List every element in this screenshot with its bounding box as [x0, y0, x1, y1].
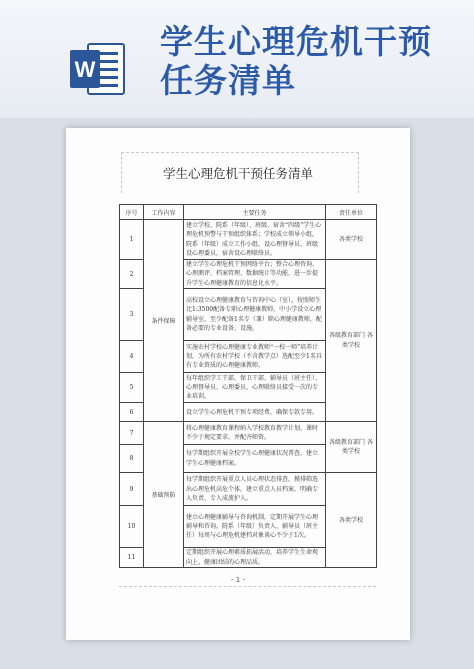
task-description: 每学期组织开展全校学生心理健康状况普查，建立学生心理健康档案。 — [184, 445, 326, 473]
work-category: 条件保障 — [144, 220, 184, 422]
task-description: 实施农村学校心理健康专业教师“一校一师”培养计划，为所有农村学校（不含教学点）选配至少1名具有专业资质的心理健康教师。 — [184, 341, 326, 373]
responsible-unit: 各类学校 — [326, 220, 377, 260]
row-number: 9 — [120, 473, 144, 506]
page-number: - 1 - — [231, 576, 245, 584]
row-number: 6 — [120, 403, 144, 422]
work-category: 基础预防 — [144, 422, 184, 568]
task-description: 每学期组织开展重点人员心理状态排查，摸排筛选出心理危机高危个体，建立重点人员档案，明确专人负责、专人成流护人。 — [184, 473, 326, 506]
task-table — [119, 204, 377, 568]
responsible-unit: 各级教育部门 各类学校 — [326, 422, 377, 473]
responsible-unit: 各级教育部门 各类学校 — [326, 260, 377, 422]
document-title: 学生心理危机干预任务清单 — [162, 166, 313, 181]
row-number: 3 — [120, 289, 144, 341]
task-description: 高校设立心理健康教育与咨询中心（室），按照师生比1:3500配备专职心理健康教师，中小学设立心理辅导室，至少配备1名专（兼）职心理健康教师，配备必要的专业设备、设施。 — [184, 289, 326, 341]
row-number: 1 — [120, 220, 144, 260]
table-row — [120, 220, 377, 260]
task-description: 建立心理健康辅导与咨询机制，定期开展学生心理辅导和咨询，院系（年级）负责人、辅导员（班主任）每周与心理危机建档对象谈心不少于1次。 — [184, 506, 326, 548]
column-header: 责任单位 — [326, 205, 377, 220]
row-number: 8 — [120, 445, 144, 473]
task-description: 将心理健康教育课程纳入学校教育教学计划，课时不少于规定要求，并配齐师资。 — [184, 422, 326, 445]
column-header: 工作内容 — [144, 205, 184, 220]
task-description: 建立学生心理危机干预网络平台；整合心理咨询、心理测评、档案管理、数据统计等功能，进一步提升学生心理健康教育的信息化水平。 — [184, 260, 326, 289]
task-description: 设立学生心理危机干预专项经费，确保专款专用。 — [184, 403, 326, 422]
row-number: 11 — [120, 548, 144, 568]
task-description: 建立学校、院系（年级）、班级、宿舍“四级”学生心理危机预警与干预组织体系；学校成立领导小组，院系（年级）成立工作小组，设心理督导员、班级设心理委员，宿舍设心理联络员。 — [184, 220, 326, 260]
row-number: 4 — [120, 341, 144, 373]
footer-rule — [119, 586, 376, 587]
responsible-unit: 各类学校 — [326, 473, 377, 568]
row-number: 5 — [120, 373, 144, 403]
document-page — [66, 128, 410, 640]
table-row — [120, 422, 377, 445]
hero-title — [160, 22, 460, 100]
row-number: 2 — [120, 260, 144, 289]
row-number: 10 — [120, 506, 144, 548]
task-description: 每年组织学工干部、保卫干部、辅导员（班主任）、心理督导员、心理委员、心理联络员接受一次的专业培训。 — [184, 373, 326, 403]
hero-title-line1: 学生心理危机干预 — [160, 22, 432, 61]
column-header: 主要任务 — [184, 205, 326, 220]
row-number: 7 — [120, 422, 144, 445]
document-preview-header — [0, 0, 474, 118]
column-header: 序号 — [120, 205, 144, 220]
hero-title-line2: 任务清单 — [160, 61, 296, 100]
word-doc-icon — [66, 38, 128, 100]
table-header-row — [120, 205, 377, 220]
svg-text:W: W — [74, 57, 96, 82]
task-description: 定期组织开展心理素质拓展活动，培养学生生命观向上、健康团结的心理品质。 — [184, 548, 326, 568]
table-body — [120, 220, 377, 568]
